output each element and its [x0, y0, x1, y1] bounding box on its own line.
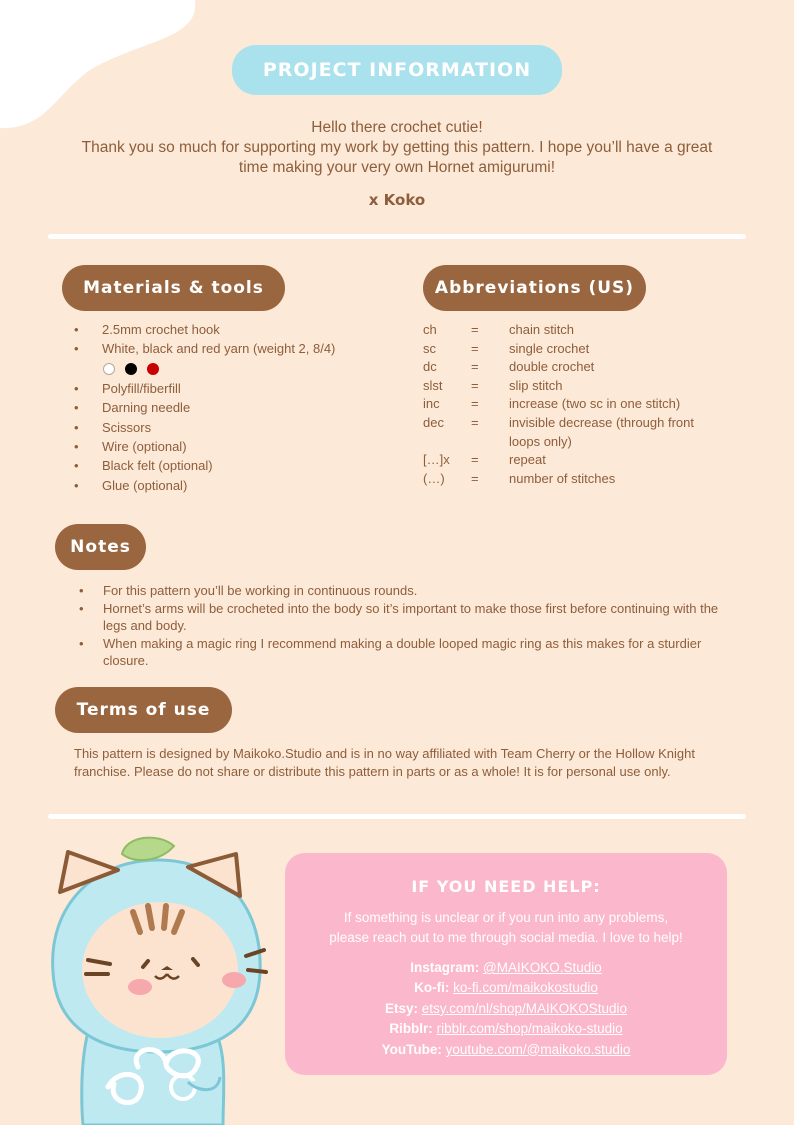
- abbr-term: sc: [423, 340, 436, 356]
- kofi-link[interactable]: ko-fi.com/maikokostudio: [453, 980, 598, 996]
- black-yarn-swatch: [125, 363, 137, 375]
- list-item: • Hornet’s arms will be crocheted into the body so it’s important to make those first before continuing with the legs and body.: [77, 600, 737, 635]
- project-information-title: PROJECT INFORMATION: [232, 45, 562, 95]
- table-row: [423, 340, 719, 359]
- equals-sign: =: [471, 322, 479, 337]
- abbr-definition: loops only): [509, 433, 572, 449]
- equals-sign: =: [471, 340, 479, 356]
- youtube-link[interactable]: youtube.com/@maikoko.studio: [445, 1041, 631, 1057]
- equals-sign: =: [471, 377, 479, 393]
- etsy-link[interactable]: etsy.com/nl/shop/MAIKOKOStudio: [421, 1000, 628, 1016]
- divider-top: [48, 234, 746, 239]
- abbr-definition: repeat: [509, 452, 546, 468]
- help-line-1: If something is unclear or if you run into any problems,: [343, 910, 669, 925]
- abbr-term: [423, 433, 471, 452]
- table-row: [423, 433, 719, 452]
- notes-list: [77, 582, 737, 670]
- terms-title: Terms of use: [55, 687, 232, 733]
- materials-list: [72, 320, 335, 495]
- table-row: [423, 358, 719, 377]
- list-item: • Wire (optional): [72, 437, 335, 456]
- corner-blob-shape: [0, 0, 200, 130]
- yarn-color-swatches: [72, 359, 335, 379]
- abbreviations-title: Abbreviations (US): [423, 265, 646, 311]
- list-item: • Black felt (optional): [72, 456, 335, 475]
- list-item: • Scissors: [72, 418, 335, 437]
- link-label: Ribblr:: [389, 1021, 433, 1037]
- equals-sign: =: [471, 359, 479, 375]
- list-item: • Darning needle: [72, 398, 335, 417]
- abbr-term: ch: [423, 322, 437, 337]
- equals-sign: =: [471, 452, 479, 468]
- table-row: [423, 414, 719, 433]
- list-item: • For this pattern you’ll be working in continuous rounds.: [77, 582, 737, 600]
- kofi-row: [285, 978, 727, 998]
- abbr-definition: double crochet: [509, 359, 595, 375]
- thanks-line-2: time making your very own Hornet amigurumi!: [238, 159, 556, 176]
- table-row: [423, 470, 719, 489]
- table-row: [423, 321, 719, 340]
- help-line-2: please reach out to me through social media. I love to help!: [329, 930, 683, 945]
- help-title: IF YOU NEED HELP:: [411, 877, 601, 896]
- link-label: YouTube:: [381, 1041, 442, 1057]
- abbr-term: slst: [423, 377, 443, 393]
- notes-title: Notes: [55, 524, 146, 570]
- greeting-text: Hello there crochet cutie!: [311, 119, 483, 136]
- abbr-term: dec: [423, 414, 444, 430]
- cat-mascot-illustration: [48, 832, 278, 1125]
- thanks-line-1: Thank you so much for supporting my work by getting this pattern. I hope you’ll have a great: [81, 139, 713, 156]
- divider-bottom: [48, 814, 746, 819]
- link-label: Ko-fi:: [414, 980, 450, 996]
- link-label: Instagram:: [410, 960, 480, 975]
- abbr-term: […]x: [423, 452, 450, 468]
- youtube-row: [285, 1040, 727, 1060]
- etsy-row: [285, 999, 727, 1019]
- ribblr-link[interactable]: ribblr.com/shop/maikoko-studio: [436, 1021, 623, 1037]
- abbr-definition: chain stitch: [509, 322, 575, 337]
- equals-sign: =: [471, 396, 479, 412]
- abbr-definition: invisible decrease (through front: [509, 414, 694, 430]
- equals-sign: =: [471, 414, 479, 430]
- equals-sign: =: [471, 470, 479, 486]
- table-row: [423, 395, 719, 414]
- social-links: [285, 958, 727, 1060]
- help-box: [285, 853, 727, 1075]
- link-label: Etsy:: [384, 1000, 418, 1016]
- list-item: • When making a magic ring I recommend making a double looped magic ring as this makes for a sturdier closure.: [77, 635, 737, 670]
- abbr-definition: single crochet: [509, 340, 590, 356]
- instagram-link[interactable]: @MAIKOKO.Studio: [483, 960, 602, 975]
- abbr-term: inc: [423, 396, 440, 412]
- signature: x Koko: [368, 191, 426, 209]
- abbr-definition: number of stitches: [509, 470, 616, 486]
- abbreviations-table: [423, 321, 719, 488]
- materials-title: Materials & tools: [62, 265, 285, 311]
- terms-text: This pattern is designed by Maikoko.Studio and is in no way affiliated with Team Cherry or the Hollow Knight franchise. Please do not share or distribute this pattern in parts or as a whole! It is for personal use only.: [74, 746, 695, 779]
- equals-sign-blank: [471, 433, 509, 452]
- red-yarn-swatch: [147, 363, 159, 375]
- table-row: [423, 451, 719, 470]
- abbr-term: (…): [423, 470, 445, 486]
- list-item: • 2.5mm crochet hook: [72, 320, 335, 339]
- abbr-definition: slip stitch: [509, 377, 563, 393]
- abbr-term: dc: [423, 359, 437, 375]
- white-yarn-swatch: [103, 363, 115, 375]
- ribblr-row: [285, 1019, 727, 1039]
- abbr-definition: increase (two sc in one stitch): [509, 396, 681, 412]
- instagram-row: [285, 958, 727, 978]
- list-item: • Glue (optional): [72, 476, 335, 495]
- table-row: [423, 377, 719, 396]
- list-item: • White, black and red yarn (weight 2, 8/4): [72, 339, 335, 358]
- list-item: • Polyfill/fiberfill: [72, 379, 335, 398]
